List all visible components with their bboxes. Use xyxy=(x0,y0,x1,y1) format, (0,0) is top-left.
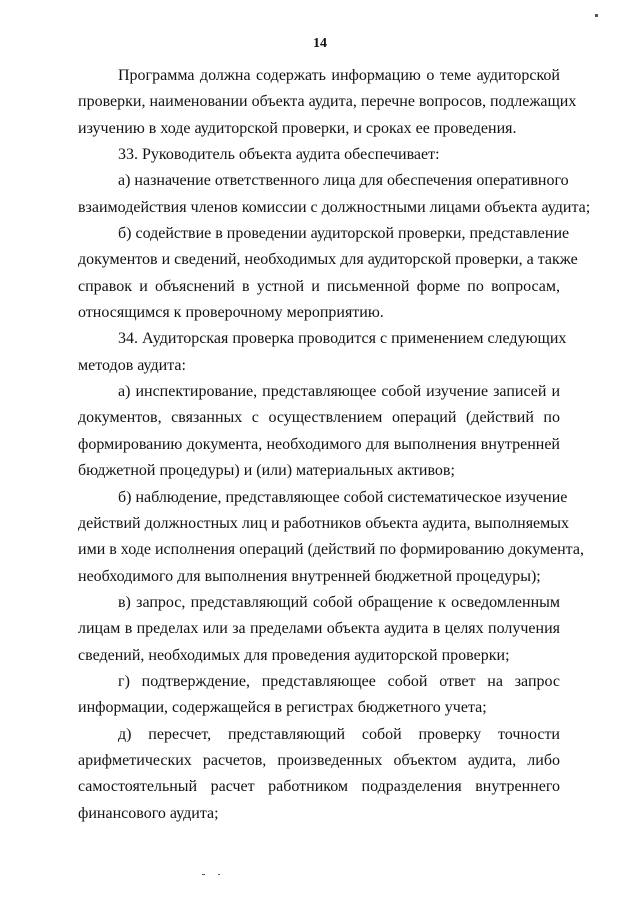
paragraph xyxy=(78,485,584,590)
paragraph xyxy=(78,168,591,221)
paragraph xyxy=(78,326,567,379)
text-line: необходимого для выполнения внутренней бюджетной процедуры); xyxy=(78,567,541,585)
text-line: финансового аудита; xyxy=(78,804,219,822)
text-line: в) запрос, представляющий собой обращение к осведомленным xyxy=(118,593,560,611)
text-line: а) инспектирование, представляющее собой изучение записей и xyxy=(118,383,560,401)
text-line: бюджетной процедуры) и (или) материальных активов; xyxy=(78,462,455,480)
text-line: проверки, наименовании объекта аудита, перечне вопросов, подлежащих xyxy=(78,93,577,111)
paragraph xyxy=(78,142,560,168)
paragraph xyxy=(78,63,577,142)
text-line: формированию документа, необходимого для выполнения внутренней xyxy=(78,435,560,453)
text-line: взаимодействия членов комиссии с должностными лицами объекта аудита; xyxy=(78,198,591,216)
text-line: 33. Руководитель объекта аудита обеспечивает: xyxy=(118,146,440,164)
text-line: самостоятельный расчет работником подразделения внутреннего xyxy=(78,778,560,796)
text-line: действий должностных лиц и работников объекта аудита, выполняемых xyxy=(78,514,570,532)
text-line: г) подтверждение, представляющее собой ответ на запрос xyxy=(118,672,560,690)
text-line: б) наблюдение, представляющее собой систематическое изучение xyxy=(118,488,568,506)
text-line: б) содействие в проведении аудиторской проверки, представление xyxy=(118,225,570,243)
document-body xyxy=(78,63,591,827)
text-line: а) назначение ответственного лица для обеспечения оперативного xyxy=(118,172,569,190)
paragraph xyxy=(78,722,560,827)
text-line: справок и объяснений в устной и письменной форме по вопросам, xyxy=(78,277,560,295)
text-line: методов аудита: xyxy=(78,356,186,374)
text-line: информации, содержащейся в регистрах бюджетного учета; xyxy=(78,699,487,717)
paragraph xyxy=(78,379,560,484)
scan-speck xyxy=(595,14,598,17)
text-line: ими в ходе исполнения операций (действий по формированию документа, xyxy=(78,541,584,559)
paragraph xyxy=(78,590,560,669)
text-line: д) пересчет, представляющий собой проверку точности xyxy=(118,725,560,743)
scan-speck xyxy=(218,874,220,875)
text-line: лицам в пределах или за пределами объекта аудита в целях получения xyxy=(78,620,560,638)
text-line: документов и сведений, необходимых для аудиторской проверки, а также xyxy=(78,251,578,269)
scan-speck xyxy=(202,874,205,875)
text-line: Программа должна содержать информацию о теме аудиторской xyxy=(118,67,560,84)
text-line: 34. Аудиторская проверка проводится с применением следующих xyxy=(118,330,567,348)
text-line: арифметических расчетов, произведенных объектом аудита, либо xyxy=(78,751,560,769)
text-line: документов, связанных с осуществлением операций (действий по xyxy=(78,409,560,427)
text-line: относящимся к проверочному мероприятию. xyxy=(78,304,384,322)
text-line: сведений, необходимых для проведения аудиторской проверки; xyxy=(78,646,510,664)
text-line: изучению в ходе аудиторской проверки, и сроках ее проведения. xyxy=(78,119,517,137)
paragraph xyxy=(78,669,560,722)
paragraph xyxy=(78,221,578,326)
page-number: 14 xyxy=(313,36,327,51)
